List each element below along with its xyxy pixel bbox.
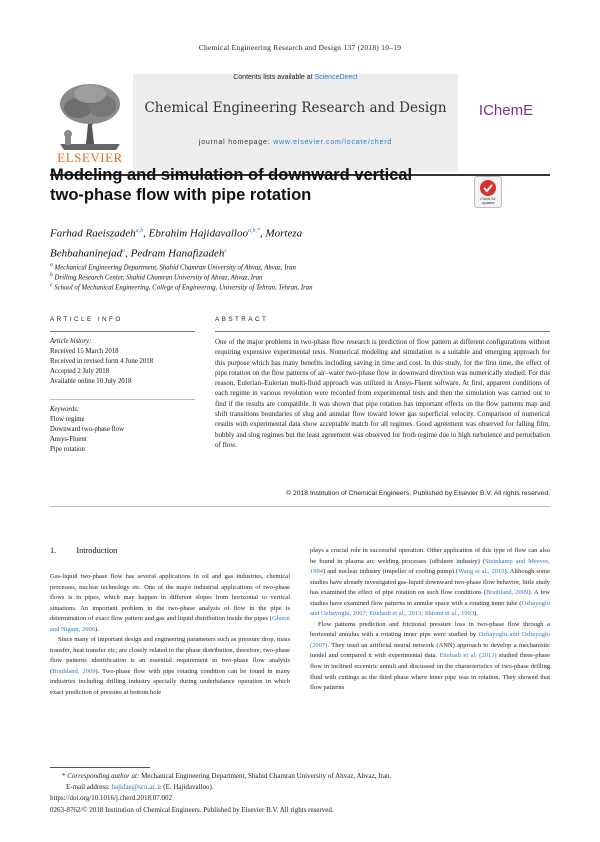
keyword[interactable]: Downward two-phase flow bbox=[50, 426, 124, 433]
citation-link[interactable]: Ozbayoglu and Ozbayoglu (2007) bbox=[310, 631, 550, 649]
article-info-heading: ARTICLE INFO bbox=[50, 316, 123, 323]
affiliation-text: Mechanical Engineering Department, Shahid Chamran University of Ahvaz, Ahvaz, Iran bbox=[54, 264, 296, 272]
email-line bbox=[66, 783, 566, 791]
paragraph-text: ) and nuclear industry (impeller of cooling pump) ( bbox=[323, 568, 459, 576]
keyword[interactable]: Pipe rotation bbox=[50, 446, 85, 453]
check-for-updates-badge[interactable] bbox=[474, 176, 502, 208]
affiliation bbox=[50, 272, 550, 281]
citation-link[interactable]: Brathland, 2009 bbox=[52, 667, 96, 675]
author-affil-sup[interactable]: a,b,* bbox=[247, 228, 260, 234]
homepage-link[interactable]: www.elsevier.com/locate/cherd bbox=[273, 139, 393, 146]
online-date: Available online 10 July 2018 bbox=[50, 378, 132, 385]
keyword[interactable]: Flow regime bbox=[50, 416, 85, 423]
corresponding-label: Corresponding author at: bbox=[67, 772, 140, 780]
title-line-2: two-phase flow with pipe rotation bbox=[50, 186, 312, 204]
author-name[interactable]: Pedram Hanafizadeh bbox=[130, 247, 225, 260]
authors-line-1: Farhad Raeiszadeh$^{a,b}$, Ebrahim Hajidavalloo$^{a,b,*}$, Morteza bbox=[50, 227, 303, 240]
keywords-block bbox=[50, 405, 195, 455]
abstract-text: One of the major problems in two-phase flow research is prediction of flow pattern at different configurations without requiring expensive experimental tests. Numerical modeling and simulation is a suitable and emerging approach for this purpose which has many benefits including saving in time and cost. In this study, for the first time, the effect of pipe rotation on the flow patterns of air–water two-phase flow in downward direction was numerically studied. For this reason, Eulerian–Eulerian multi-fluid approach was utilized in Ansys-Fluent software. At first, apparent conditions of each regime in various revolution were recorded from experimental tests and then the simulation was carried out to find if the results are compatible. It was shown that pipe rotation has important effects on the flow patterns map and shift transitions boundaries of slug and annular flow toward lower gas superficial velocity. Comparison of numerical results with experimental data show acceptable match for all regimes. Good agreement was observed for falling film, bubbly and slug regimes but the least agreement was observed for froth regime due to high turbulence and perturbation of flow. bbox=[215, 338, 550, 449]
affiliation-sup: c bbox=[50, 282, 53, 288]
abstract-bottom-rule bbox=[50, 506, 550, 507]
paragraph-text: studied three-phase flow in inclined eccentric annuli and discussed on the characteristics of two-phase drilling fluid with cuttings as the third phase where inner pipe was in rotation. They showed that flow patterns bbox=[310, 652, 550, 692]
doi-link[interactable]: https://doi.org/10.1016/j.cherd.2018.07.002 bbox=[50, 794, 172, 802]
keyword[interactable]: Ansys-Fluent bbox=[50, 436, 87, 443]
citation-link[interactable]: Ghorai and Nigam, 2006 bbox=[50, 615, 290, 633]
author-affil-sup[interactable]: c bbox=[224, 247, 228, 254]
author-affil-sup[interactable]: a bbox=[122, 247, 126, 254]
affiliation-text: School of Mechanical Engineering, College of Engineering, University of Tehran, Tehran, Iran bbox=[54, 284, 313, 292]
running-header: Chemical Engineering Research and Design 137 (2018) 10–19 bbox=[198, 43, 402, 52]
author-name[interactable]: Behbahaninejad bbox=[50, 247, 123, 260]
contents-prefix: Contents lists available at bbox=[233, 74, 315, 81]
corresponding-text: Mechanical Engineering Department, Shahid Chamran University of Ahvaz, Ahvaz, Iran. bbox=[139, 772, 392, 780]
abstract-rule bbox=[215, 331, 550, 332]
keywords-label: Keywords: bbox=[50, 406, 80, 413]
author-name[interactable]: Farhad Raeiszadeh bbox=[50, 227, 136, 240]
issn-copyright: 0263-8762/© 2018 Institution of Chemical Engineers. Published by Elsevier B.V. All rights reserved. bbox=[50, 806, 334, 814]
affiliation-text: Drilling Research Center, Shahid Chamran University of Ahvaz, Ahvaz, Iran bbox=[54, 274, 263, 282]
paragraph-text: Flow patterns prediction and frictional pressure loss in two-phase flow through a horizontal annulus with a rotating inner pipe were studied by bbox=[310, 620, 550, 639]
check-updates-label: Check for updates bbox=[480, 197, 496, 205]
homepage-prefix: journal homepage: bbox=[198, 139, 274, 146]
corresponding-author-note bbox=[50, 772, 550, 780]
paragraph-text: Gas-liquid two-phase flow has several applications in oil and gas industries, chemical processes, nuclear technology etc. One of the major industrial applications of two-phase flows is in pipes, which may happen in different slopes from horizontal to vertical situations. An important problem in the two-phase analysis of flow in the pipe is determination of exact flow pattern and gas and liquid distribution inside the pipes ( bbox=[50, 573, 290, 623]
citation-link[interactable]: Steinkamp and Meeves, 1994 bbox=[310, 557, 550, 576]
authors-line-2: Behbahaninejad$^a$, Pedram Hanafizadeh$^c$ bbox=[50, 247, 228, 260]
footnote-rule bbox=[50, 767, 150, 768]
intro-right-column bbox=[310, 546, 550, 694]
paragraph-text: Since many of important design and engineering parameters such as pressure drop, mass transfer, heat transfer etc, are closely related to the phase distribution, therefore, two-phase flow patterns identification is an essential requirement in two-phase flow analysis ( bbox=[50, 636, 290, 675]
paragraph-text: ). Although some studies have already investigated gas-liquid downward two-phase flow behavior, little study has examined the effect of pipe rotation on such flow conditions ( bbox=[310, 568, 550, 597]
paragraph-text: plays a crucial role in successful operation. Other application of this type of flow can also be found in plasma arc welding processes (offshore industry) ( bbox=[310, 547, 550, 565]
citation-link[interactable]: Wang et al., 2015 bbox=[458, 568, 505, 576]
email-suffix: (E. Hajidavalloo). bbox=[161, 783, 214, 791]
citation-link[interactable]: Ozbayoglu and Ozbayoglu, 2007; Ettehadi et al., 2013; Shiomi et al., 1993 bbox=[310, 599, 550, 618]
email-link[interactable]: hajidae@scu.ac.ir bbox=[111, 783, 162, 791]
publisher-wordmark: ELSEVIER bbox=[57, 150, 123, 165]
icheme-logo-text: IChemE bbox=[478, 102, 534, 119]
footnote-marker: * bbox=[62, 772, 66, 780]
affiliation bbox=[50, 262, 550, 271]
abstract-copyright: © 2018 Institution of Chemical Engineers. Published by Elsevier B.V. All rights reserved. bbox=[286, 490, 550, 497]
paragraph-text: . They used an artificial neural network (ANN) approach to develop a mechanistic model and compared it with experimental data. bbox=[310, 641, 550, 660]
paragraph bbox=[310, 546, 550, 620]
email-label: E-mail address: bbox=[66, 783, 112, 791]
affiliation-sup: b bbox=[50, 272, 53, 278]
paragraph-text: ). A few studies have examined flow patterns in annular space with a rotating inner tube ( bbox=[310, 589, 551, 607]
paper-title bbox=[50, 165, 480, 205]
history-label: Article history: bbox=[50, 338, 92, 345]
author-name[interactable]: Morteza bbox=[265, 227, 303, 240]
journal-cover-logo[interactable] bbox=[462, 74, 550, 172]
journal-title[interactable]: Chemical Engineering Research and Design bbox=[144, 100, 447, 116]
affiliation-sup: a bbox=[50, 262, 53, 268]
title-line-1: Modeling and simulation of downward vertical bbox=[50, 166, 413, 184]
author-name[interactable]: Ebrahim Hajidavalloo bbox=[148, 227, 248, 240]
received-date: Received 15 March 2018 bbox=[50, 348, 119, 355]
section-title: Introduction bbox=[76, 546, 118, 555]
citation-link[interactable]: Brathland, 2009 bbox=[485, 589, 529, 597]
accepted-date: Accepted 2 July 2018 bbox=[50, 368, 110, 375]
contents-line bbox=[133, 74, 458, 81]
revised-date: Received in revised form 4 June 2018 bbox=[50, 358, 154, 365]
affiliation bbox=[50, 282, 550, 291]
author-list bbox=[50, 223, 490, 262]
paragraph-text: ). bbox=[474, 610, 478, 618]
intro-left-column bbox=[50, 572, 290, 699]
author-affil-sup[interactable]: a,b bbox=[135, 228, 144, 234]
article-info-rule bbox=[50, 331, 195, 332]
paragraph bbox=[50, 572, 290, 635]
sciencedirect-link[interactable]: ScienceDirect bbox=[314, 74, 358, 81]
citation-link[interactable]: Ettehadi et al. (2013) bbox=[439, 652, 497, 660]
paragraph-text: ). Two-phase flow with pipe rotating condition can be found in many industries including drilling industry specially during underbalance operation in which exact prediction of pressure at bottom hole bbox=[50, 667, 290, 697]
section-number: 1. bbox=[50, 546, 57, 555]
keywords-rule bbox=[50, 399, 195, 400]
section-heading bbox=[50, 546, 117, 555]
abstract-heading: ABSTRACT bbox=[215, 316, 269, 323]
paragraph bbox=[310, 620, 550, 694]
paragraph-text: ). bbox=[94, 625, 99, 633]
journal-banner bbox=[133, 74, 458, 172]
article-history bbox=[50, 337, 195, 387]
paragraph bbox=[50, 635, 290, 698]
elsevier-logo[interactable] bbox=[50, 74, 130, 172]
journal-homepage bbox=[133, 139, 458, 146]
